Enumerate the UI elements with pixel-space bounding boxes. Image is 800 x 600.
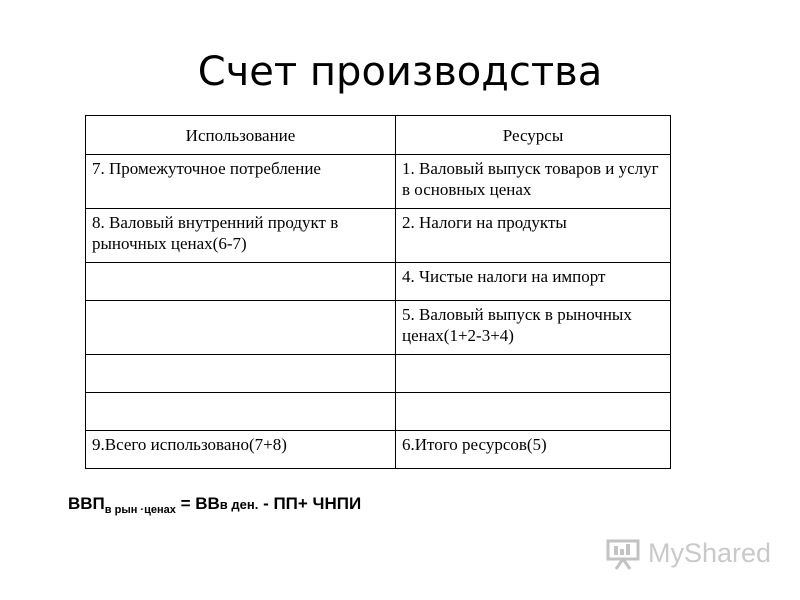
table-header-row xyxy=(86,116,671,155)
usage-cell xyxy=(86,393,396,431)
watermark-text: MyShared xyxy=(648,537,772,568)
production-account-table xyxy=(85,115,671,469)
usage-cell: 8. Валовый внутренний продукт в рыночных ценах(6-7) xyxy=(86,209,396,263)
resources-cell xyxy=(396,393,671,431)
formula-rhs-main: ВВ xyxy=(195,494,220,513)
resources-cell xyxy=(396,355,671,393)
formula-rhs-rest: - ПП+ ЧНПИ xyxy=(258,494,362,513)
usage-cell: 9.Всего использовано(7+8) xyxy=(86,431,396,469)
resources-cell: 2. Налоги на продукты xyxy=(396,209,671,263)
header-resources: Ресурсы xyxy=(396,116,671,155)
usage-cell xyxy=(86,355,396,393)
formula-rhs-subscript: в ден. xyxy=(219,497,259,512)
formula-equals: = xyxy=(175,494,196,513)
table-row xyxy=(86,263,671,301)
resources-cell: 5. Валовый выпуск в рыночных ценах(1+2-3+4) xyxy=(396,301,671,355)
resources-cell: 1. Валовый выпуск товаров и услуг в основных ценах xyxy=(396,155,671,209)
usage-cell: 7. Промежуточное потребление xyxy=(86,155,396,209)
usage-cell xyxy=(86,263,396,301)
table-row xyxy=(86,301,671,355)
watermark xyxy=(606,535,771,571)
table-row xyxy=(86,155,671,209)
slide-title: Счет производства xyxy=(197,49,603,95)
header-usage: Использование xyxy=(86,116,396,155)
table-row xyxy=(86,355,671,393)
table-row xyxy=(86,209,671,263)
table-row xyxy=(86,431,671,469)
resources-cell: 6.Итого ресурсов(5) xyxy=(396,431,671,469)
presentation-screen-icon xyxy=(606,535,642,571)
formula-lhs-main: ВВП xyxy=(68,494,105,513)
resources-cell: 4. Чистые налоги на импорт xyxy=(396,263,671,301)
table-row xyxy=(86,393,671,431)
formula-lhs-subscript: в рын ·ценах xyxy=(104,504,176,516)
gdp-formula xyxy=(68,494,361,514)
usage-cell xyxy=(86,301,396,355)
